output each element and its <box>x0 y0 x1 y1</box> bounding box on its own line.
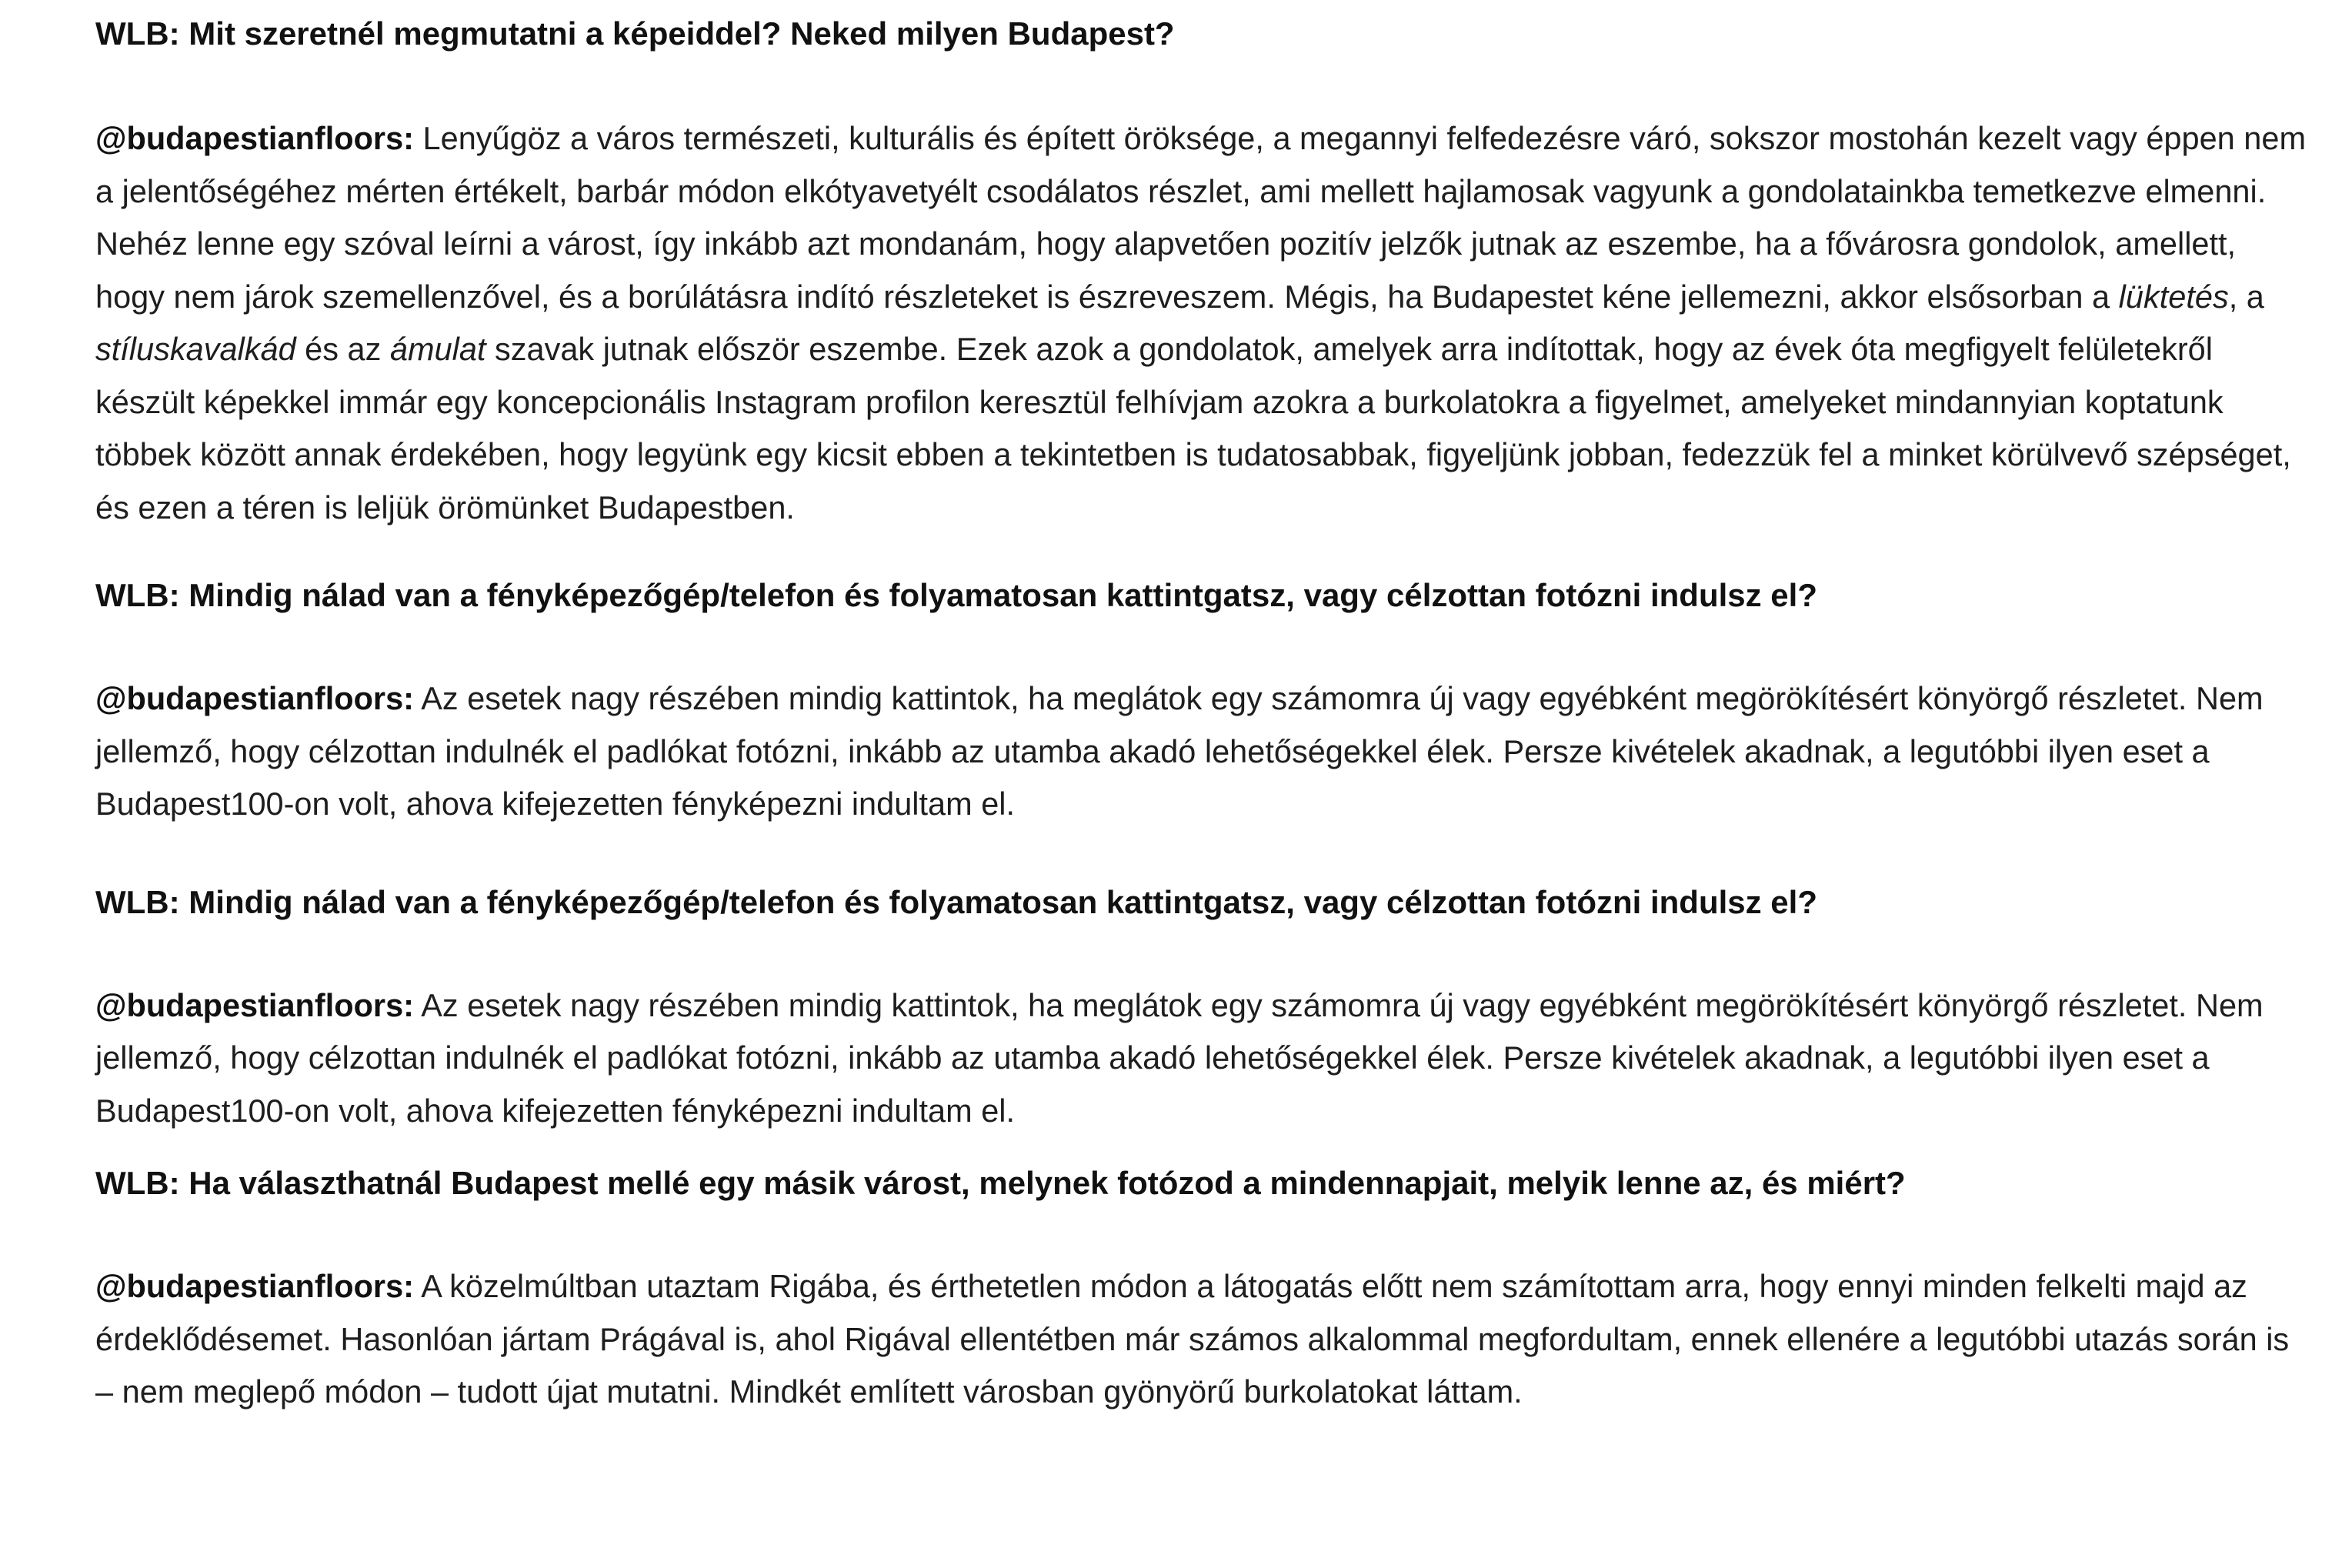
answer-2-handle: @budapestianfloors: <box>95 680 414 716</box>
answer-3-handle: @budapestianfloors: <box>95 986 414 1023</box>
answer-1 <box>95 112 2311 534</box>
interview-article <box>95 0 2311 1419</box>
answer-4-text: A közelmúltban utaztam Rigába, és érthetetlen módon a látogatás előtt nem számítottam arra, hogy ennyi minden felkelti majd az érdeklődésemet. Hasonlóan jártam Prágával is, ahol Rigával ellentétben már számos alkalommal megfordultam, ennek ellenére a legutóbbi utazás során is – nem meglepő módon – tudott újat mutatni. Mindkét említett városban gyönyörű burkolatokat láttam. <box>95 1268 2290 1410</box>
question-3: WLB: Mindig nálad van a fényképezőgép/telefon és folyamatosan kattintgatsz, vagy célzottan fotózni indulsz el? <box>95 883 1817 920</box>
answer-1-text-3: és az <box>295 331 390 367</box>
answer-4 <box>95 1260 2311 1419</box>
answer-1-emphasis-2: stíluskavalkád <box>95 331 296 367</box>
answer-3-text: Az esetek nagy részében mindig kattintok, ha meglátok egy számomra új vagy egyébként megörökítésért könyörgő részletet. Nem jellemző, hogy célzottan indulnék el padlókat fotózni, inkább az utamba akadó lehetőségekkel élek. Persze kivételek akadnak, a legutóbbi ilyen eset a Budapest100-on volt, ahova kifejezetten fényképezni indultam el. <box>95 986 2264 1129</box>
answer-1-handle: @budapestianfloors: <box>95 120 414 156</box>
answer-1-emphasis-1: lüktetés <box>2118 278 2229 315</box>
answer-2 <box>95 672 2311 831</box>
question-1: WLB: Mit szeretnél megmutatni a képeiddel? Neked milyen Budapest? <box>95 15 1175 52</box>
answer-1-text-2: , a <box>2228 278 2264 315</box>
answer-1-emphasis-3: ámulat <box>389 331 486 367</box>
question-4: WLB: Ha választhatnál Budapest mellé egy másik várost, melynek fotózod a mindennapjait, melyik lenne az, és miért? <box>95 1165 1906 1201</box>
answer-4-handle: @budapestianfloors: <box>95 1268 414 1304</box>
answer-1-text-4: szavak jutnak először eszembe. Ezek azok a gondolatok, amelyek arra indítottak, hogy az évek óta megfigyelt felületekről készült képekkel immár egy koncepcionális Instagram profilon keresztül felhívjam azokra a burkolatokra a figyelmet, amelyeket mindannyian koptatunk többek között annak érdekében, hogy legyünk egy kicsit ebben a tekintetben is tudatosabbak, figyeljünk jobban, fedezzük fel a minket körülvevő szépséget, és ezen a téren is leljük örömünket Budapestben. <box>95 331 2291 525</box>
answer-2-text: Az esetek nagy részében mindig kattintok, ha meglátok egy számomra új vagy egyébként megörökítésért könyörgő részletet. Nem jellemző, hogy célzottan indulnék el padlókat fotózni, inkább az utamba akadó lehetőségekkel élek. Persze kivételek akadnak, a legutóbbi ilyen eset a Budapest100-on volt, ahova kifejezetten fényképezni indultam el. <box>95 680 2264 822</box>
answer-1-text: Lenyűgöz a város természeti, kulturális és épített öröksége, a megannyi felfedezésre váró, sokszor mostohán kezelt vagy éppen nem a jelentőségéhez mérten értékelt, barbár módon elkótyavetyélt csodálatos részlet, ami mellett hajlamosak vagyunk a gondolatainkba temetkezve elmenni. Nehéz lenne egy szóval leírni a várost, így inkább azt mondanám, hogy alapvetően pozitív jelzők jutnak az eszembe, ha a fővárosra gondolok, amellett, hogy nem járok szemellenzővel, és a borúlátásra indító részleteket is észreveszem. Mégis, ha Budapestet kéne jellemezni, akkor elsősorban a <box>95 120 2307 315</box>
question-2: WLB: Mindig nálad van a fényképezőgép/telefon és folyamatosan kattintgatsz, vagy célzottan fotózni indulsz el? <box>95 577 1817 613</box>
answer-3 <box>95 979 2311 1138</box>
